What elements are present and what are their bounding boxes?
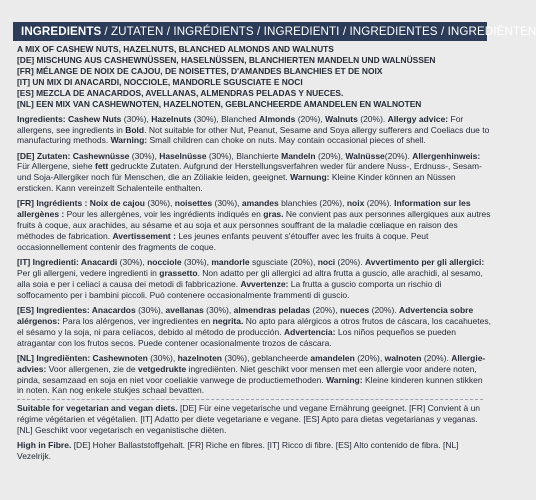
text: No apto para alérgicos a otros frutos de cáscara, los cacahuetes, el sésamo y la soja, ni para celíacos, debido al método de producción. xyxy=(17,315,491,337)
text: ingrediënten. Niet geschikt voor mensen met een allergie voor andere noten, pinda, sesamzaad en soja en niet voor coeliakie vanwege de productiemethoden. xyxy=(17,363,477,385)
text: (30%), xyxy=(123,113,149,124)
text: Ne convient pas aux personnes allergiques aux autres fruits à coque, aux arachides, au sésame et au soja et aux personnes souffrant de la maladie cœliaque en raison des méthodes de fabrication. xyxy=(17,209,491,242)
product-title-fr: [FR] MÉLANGE DE NOIX DE CAJOU, DE NOISETTES, D'AMANDES BLANCHIES ET DE NOIX xyxy=(17,65,383,76)
product-title-it: [IT] UN MIX DI ANACARDI, NOCCIOLE, MANDORLE SGUSCIATE E NOCI xyxy=(17,76,303,87)
allergy-advice-heading: Allergie-advies: xyxy=(17,352,486,374)
warning-heading: Avertissement : xyxy=(112,231,176,242)
allergen: almendras peladas xyxy=(233,304,311,315)
allergen: walnoten xyxy=(384,352,422,363)
allergen: Hazelnuts xyxy=(151,113,192,124)
text: Les jeunes enfants peuvent s'étouffer avec les fruits à coque. Peut occasionnellement contenir des fragments de coque. xyxy=(17,231,429,252)
allergen: noisettes xyxy=(174,198,213,209)
ingredients-label-it: [IT] Ingredienti: Anacardi xyxy=(17,257,118,268)
fibre-translations: [DE] Hoher Ballaststoffgehalt. [FR] Riche en fibres. [IT] Ricco di fibre. [ES] Alto contenido de fibra. [NL] Vezelrijk. xyxy=(17,440,459,462)
text: Para los alérgenos, ver ingredientes en xyxy=(62,315,211,326)
text: (20%), xyxy=(357,352,383,363)
ingredients-header xyxy=(13,22,536,41)
text: (20%). xyxy=(384,150,410,161)
ingredients-es xyxy=(17,305,491,349)
product-titles xyxy=(17,44,491,109)
text: (20%). xyxy=(337,257,363,268)
warning-heading: Warning: xyxy=(326,374,363,385)
warning-heading: Avvertenze: xyxy=(240,278,289,289)
text: For allergens, see ingredients in xyxy=(17,113,464,135)
warning-heading: Warning: xyxy=(110,135,148,146)
bold-word: fett xyxy=(94,161,109,172)
allergen: Almonds xyxy=(258,113,296,124)
ingredients-label-fr: [FR] Ingrédients : Noix de cajou xyxy=(17,198,145,209)
text: (20%). xyxy=(371,304,397,315)
allergen: avellanas xyxy=(165,304,204,315)
text: (30%), Blanched xyxy=(193,113,257,124)
bold-word: grassetto xyxy=(159,267,198,278)
bold-word: gras. xyxy=(263,209,284,220)
ingredients-nl xyxy=(17,353,491,397)
allergy-advice-heading: Allergy advice: xyxy=(387,113,449,124)
product-title-es: [ES] MEZCLA DE ANACARDOS, AVELLANAS, ALMENDRAS PELADAS Y NUECES. xyxy=(17,87,344,98)
ingredients-it xyxy=(17,257,491,301)
ingredients-label-es: [ES] Ingredientes: Anacardos xyxy=(17,304,136,315)
allergen: noix xyxy=(346,198,365,209)
allergen: Walnuts xyxy=(325,113,358,124)
warning-heading: Advertencia: xyxy=(283,326,336,337)
text: La frutta a guscio comporta un rischio di soffocamento per i bambini piccoli. Può contenere occasionalmente frammenti di guscio. xyxy=(17,278,442,300)
text: Kleine Kinder können an Nüssen ersticken. Kann vereinzelt Schalenteile enthalten. xyxy=(17,172,456,194)
allergen: nocciole xyxy=(147,257,182,268)
text: (30%), xyxy=(138,304,164,315)
allergy-advice-heading: Allergenhinweis: xyxy=(412,150,481,161)
text: (20%). xyxy=(360,113,386,124)
text: (30%), xyxy=(147,198,173,209)
text: Voor allergenen, zie de xyxy=(48,363,136,374)
text: . Not suitable for other Nut, Peanut, Sesame and Soya allergy sufferers and Coeliacs due to manufacturing methods. xyxy=(17,124,490,146)
section-divider xyxy=(17,399,483,400)
ingredients-en xyxy=(17,114,491,147)
allergy-advice-heading: Information sur les allergènes : xyxy=(17,198,471,220)
text: (30%), Blanchierte xyxy=(208,150,279,161)
header-title-bold: INGREDIENTS xyxy=(21,25,102,38)
text: Per gli allergeni, vedere ingredienti in xyxy=(17,267,157,278)
allergen: amandelen xyxy=(310,352,355,363)
text: . Non adatto per gli allergici ad altra frutta a guscio, alle arachidi, al sesamo, alla soia e per i celiaci a causa dei metodi di fabbricazione. xyxy=(17,267,483,289)
text: (20%), xyxy=(297,113,323,124)
text: Pour les allergènes, voir les ingrédients indiqués en xyxy=(66,209,261,220)
bold-word: vetgedrukte xyxy=(138,363,187,374)
text: (20%). xyxy=(366,198,392,209)
ingredients-fr xyxy=(17,198,491,253)
fibre-statement xyxy=(17,440,491,462)
bold-word: Bold xyxy=(125,124,145,135)
fibre-heading: High in Fibre. xyxy=(17,440,72,451)
text: (30%), xyxy=(150,352,176,363)
text: Kleine kinderen kunnen stikken in noten. Kan nog enkele stukjes schaal bevatten. xyxy=(17,374,483,396)
text: gedruckte Zutaten. Aufgrund der Herstellungsverfahren weder für andere Nuss-, Erdnuss-, Sesam- und Soja-Allergiker noch für Menschen, die an Zöliakie leiden, geeignet. xyxy=(17,161,482,183)
label-content xyxy=(17,44,491,462)
text: (30%), xyxy=(131,150,157,161)
product-title-en: A MIX OF CASHEW NUTS, HAZELNUTS, BLANCHED ALMONDS AND WALNUTS xyxy=(17,44,334,54)
allergen: mandorle xyxy=(211,257,250,268)
text: (20%). xyxy=(423,352,449,363)
text: Small children can choke on nuts. May contain occasional pieces of shell. xyxy=(149,135,426,146)
text: (20%), xyxy=(312,304,338,315)
ingredients-label-de: [DE] Zutaten: Cashewnüsse xyxy=(17,150,130,161)
header-title-languages: / ZUTATEN / INGRÉDIENTS / INGREDIENTI / INGREDIENTES / INGREDIËNTEN xyxy=(104,25,536,38)
text: (30%), xyxy=(214,198,240,209)
product-title-nl: [NL] EEN MIX VAN CASHEWNOTEN, HAZELNOTEN, GEBLANCHEERDE AMANDELEN EN WALNOTEN xyxy=(17,98,422,109)
allergy-advice-heading: Avvertimento per gli allergici: xyxy=(364,257,485,268)
allergen: Mandeln xyxy=(281,150,316,161)
allergy-advice-heading: Advertencia sobre alérgenos: xyxy=(17,304,474,326)
ingredients-label-nl: [NL] Ingrediënten: Cashewnoten xyxy=(17,352,148,363)
allergen: amandes xyxy=(241,198,279,209)
allergen: noci xyxy=(317,257,336,268)
text: (20%), xyxy=(317,150,344,161)
warning-heading: Warnung: xyxy=(290,172,330,183)
text: (30%), xyxy=(119,257,145,268)
ingredients-de xyxy=(17,151,491,195)
allergen: hazelnoten xyxy=(177,352,223,363)
text: blanchies (20%), xyxy=(281,198,345,209)
vegetarian-translations: [DE] Für eine vegetarische und vegane Ernährung geeignet. [FR] Convient à un régime végétarien et végétalien. [IT] Adatto per diete vegetariane e vegane. [ES] Apto para dietas vegetarianas y veganas. [NL] Geschikt voor vegetarisch en veganistische diëten. xyxy=(17,403,481,436)
vegetarian-heading: Suitable for vegetarian and vegan diets. xyxy=(17,403,178,414)
allergen: Walnüsse xyxy=(345,150,385,161)
text: (30%), geblancheerde xyxy=(224,352,309,363)
text: Für Allergene, siehe xyxy=(17,161,93,172)
text: (30%), xyxy=(206,304,232,315)
text: sgusciate (20%), xyxy=(252,257,316,268)
bold-word: negrita. xyxy=(212,315,244,326)
vegetarian-statement xyxy=(17,403,491,436)
allergen: Haselnüsse xyxy=(159,150,207,161)
product-title-de: [DE] MISCHUNG AUS CASHEWNÜSSEN, HASELNÜSSEN, BLANCHIERTEN MANDELN UND WALNÜSSEN xyxy=(17,54,436,65)
text: Los niños pequeños se pueden atragantar con los frutos secos. Puede contener ocasionalmente trozos de cáscara. xyxy=(17,326,457,348)
ingredients-label-en: Ingredients: Cashew Nuts xyxy=(17,113,122,124)
allergen: nueces xyxy=(339,304,370,315)
text: (30%), xyxy=(183,257,209,268)
